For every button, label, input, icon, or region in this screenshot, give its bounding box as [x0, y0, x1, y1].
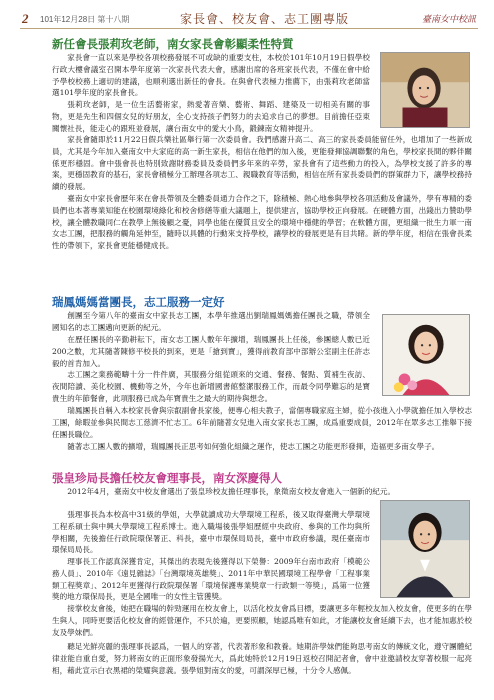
section-2-paragraph-1: 創團至今第八年的臺南女中家長志工團，本學年推選出劉瑞鳳媽媽擔任團長之職，帶領全國知名的志工團邁向更新的紀元。 — [52, 311, 370, 332]
issue-date: 101年12月28日 第十八期 — [40, 15, 130, 24]
section-3-paragraph-5: 聽足光鮮亮麗的張理事長認爲，一個人的穿著，代表著形象和教養。她期許學妹們能夠思考南女的傳統文化，遵守團體紀律並能自重自愛，努力將南女的正面形象發揚光大，爲此她特於12月19日返校召開記者會，會中並邀請校友穿著校服一起亮相，藉此宣示白衣黑裙的榮耀與意義。張學姐對南女的愛，可謂深厚已極，十分令人感佩。 — [52, 642, 472, 675]
section-2-paragraph-4: 瑞鳳團長自稱入本校家長會與宗叡副會長家後，便專心相夫教子，當個專職家庭主婦，從小孩進入小學就擔任加入學校志工團，餘暇並參與民間志工慈濟不忙志工。6年前隨著女兒進入南女家長志工團，成爲重要成員，2012年在眾多志工推舉下接任團長職位。 — [52, 406, 472, 439]
section-1-paragraph-3: 家長會隨即於11月22日假兵樂社區舉行第一次委員會。我們感謝升高二、高三的家長委員能留任外，也增加了一些新成員，尤其是今年加入臺南女中大家庭的高一新生家長，相信在他們的加入後，更能發揮協調聯繫的角色，學校家長間的夥伴關係更形穩固。會中張會長也特別致謝財務委員及委員們多年來的辛勞，家長會有了這些動力的投入，為學校支援了許多的專案，更穩固教育的基石，家長會積極分工辦理各項志工、親職教育等活動，相信在所有家長委員們的群策群力下，讓學校務持續的發展。 — [52, 135, 472, 192]
portrait-woman-with-flowers-image — [383, 315, 469, 395]
section-1-paragraph-1: 家長會一直以來是學校各項校務發展不可或缺的重要支柱，本校於101年10月19日假學校行政大樓會議室召開本學年度第一次家長代表大會，感謝出席的各班家長代表，不僅在會中給予學校校務上適切的建議，也順利選出新任的會長。在與會代表極力推薦下，由張莉玫老師當選101學年度的家長會長。 — [52, 53, 370, 98]
portrait-woman-smiling-image — [381, 53, 469, 127]
section-2-title: 瑞鳳媽媽當團長，志工服務一定好 — [52, 295, 225, 309]
section-1-title: 新任會長張莉玫老師，南女家長會彰顯柔性特質 — [52, 37, 294, 51]
section-3-title: 張皇珍局長擔任校友會理事長，南女深慶得人 — [52, 471, 282, 485]
section-1-paragraph-2: 張莉玫老師，是一位生活藝術家，熱愛著音樂、藝術、舞蹈、建築及一切相美有關的事物，更是先生和四個女兒的好朋友，全心支持孩子們努力的去追求自己的夢想。目前擔任亞東關懷社長，能走心的跟班並發展，讓台南女中的愛大小鳥，鍛鍊南女精神提升。 — [52, 100, 370, 133]
section-3-paragraph-1: 2012年4月，臺南女中校友會選出了張皇珍校友擔任理事長，象徵南女校友會進入一個新的紀元。 — [67, 487, 396, 496]
newsletter-logo: 臺南女中校訊 — [421, 15, 476, 25]
page-header — [0, 0, 494, 30]
page-number: 2 — [22, 11, 29, 26]
section-3-photo — [380, 500, 470, 598]
section-2-photo — [382, 314, 470, 396]
section-3-paragraph-2: 張理事長為本校高中31級的學姐，大學就讀成功大學環境工程系，後又取得臺灣大學環境工程系碩士與中興大學環境工程系博士。進入職場後張學姐歷經中央政府、參與的工作均與所學相關，先後擔任行政院環保署正、科長，臺中市環保局局長，臺中市政府參議，現任臺南市環保局局長。 — [52, 510, 370, 555]
section-1-photo — [380, 52, 470, 128]
section-3-paragraph-3: 理事長工作認真深獲肯定，其傑出的表現先後獲得以下榮譽：2009年台南市政府「模範公務人員」、2010年《遠見雜誌》「台灣環境英雄獎」、2011年中華民國環境工程學會「工程事業類工程獎章」、2012年更獲得行政院環保署「環境保護專業獎章一行政類一等獎」，爲第一位獲獎的地方環保局長，更是全國唯一的女性主管獲獎。 — [52, 557, 370, 602]
page-title: 家長會、校友會、志工團專版 — [180, 12, 350, 26]
section-2-paragraph-2: 在歷任團長的辛勤耕耘下，南女志工團人數年年擴增，瑞鳳團長上任後，參團總人數已近200之數，尤其隨著陳修平校長的到來，更是「搶到寶」，獲得前教育部中部辦公室副主任許志毅的首肯加入。 — [52, 335, 370, 368]
section-2-paragraph-5: 隨著志工團人數的擴增，瑞鳳團長正思考如何強化組織之運作，使志工團之功能更形發揮，造福更多南女學子。 — [67, 442, 440, 451]
section-2-paragraph-3: 志工團之業務範疇十分一件件廣，其服務分組從頭來的交通、餐務、餐點、質補生夜訪、夜間陪讀、美化校園、機動等之外，今年也新增國書館整潔服務工作，而最令同學難忘的是寶貴生的年節餐會，此項服務已成為年寶貴生之最大的期待與想念。 — [52, 370, 370, 403]
header-divider — [20, 28, 478, 29]
section-1-paragraph-4: 臺南女中家長會歷年來在會長帶領及全體委員通力合作之下，除積極、熱心地參與學校各項活動及會議外，學有專精的委員們也本著專業知能在校園環境綠化和校舍修繕等重大議題上，提供建言，協助學校正向發展。在硬體方面，出錢出力贊助學校，讓全體教職同仁在教學上無後顧之憂，同學也能在優質且安全的環境中穩健的學習；在軟體方面，更組織一批生力軍一南女志工團，把服務的觸角延伸至，隨時以具體的行動來支持學校，讓學校的發展更是有目共睹。新的學年度，相信在張會長柔性的帶領下，家長會更能穩健成長。 — [52, 194, 472, 251]
section-3-paragraph-4: 接掌校友會後，她把在職場的幹勁運用在校友會上，以活化校友會爲目標，要讓更多年輕校友加入校友會，使更多的在學生與人，同時更要活化校友會的經營運作，不只於遍，更要照顧，她認爲唯有如此，才能讓校友會延續下去，也才能加惠於校友及學妹們。 — [52, 604, 472, 637]
portrait-woman-official-image — [381, 501, 469, 597]
